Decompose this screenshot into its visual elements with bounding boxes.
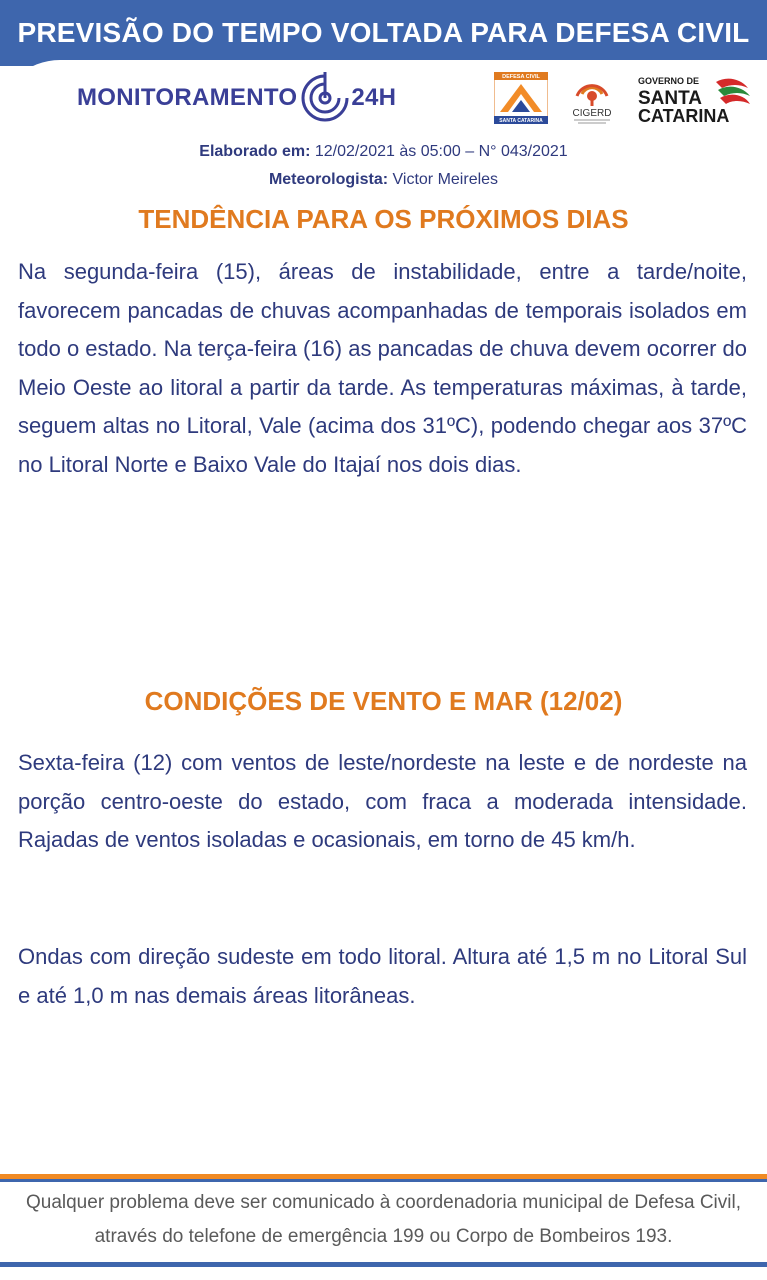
footer-line-2: através do telefone de emergência 199 ou Corpo de Bombeiros 193. [94,1226,673,1247]
elaborado-value: 12/02/2021 às 05:00 – N° 043/2021 [310,143,568,160]
monitor-logo-text-right: 24H [351,84,397,111]
footer-divider-blue [0,1179,767,1182]
ondas-paragraph: Ondas com direção sudeste em todo litoral. Altura até 1,5 m no Litoral Sul e até 1,0 m nas demais áreas litorâneas. [18,944,747,1008]
meteorologista-value: Victor Meireles [388,171,499,188]
svg-text:CIGERD: CIGERD [572,108,612,119]
radar-icon [301,70,349,126]
cigerd-logo [564,72,620,126]
defesa-civil-logo [494,72,548,124]
footer-bottom-bar [0,1262,767,1267]
governo-santa-catarina-logo [636,74,752,124]
svg-text:CATARINA: CATARINA [638,106,730,124]
elaborado-label: Elaborado em: [199,143,311,160]
tendencia-paragraph: Na segunda-feira (15), áreas de instabilidade, entre a tarde/noite, favorecem pancadas de chuvas acompanhadas de temporais isolados em todo o estado. Na terça-feira (16) as pancadas de chuva devem ocorrer do Meio Oeste ao litoral a partir da tarde. As temperaturas máximas, à tarde, seguem altas no Litoral, Vale (acima dos 31ºC), podendo chegar aos 37ºC no Litoral Norte e Baixo Vale do Itajaí nos dois dias. [18,259,747,477]
section-title-tendencia: TENDÊNCIA PARA OS PRÓXIMOS DIAS [138,204,629,234]
section-title-vento-mar: CONDIÇÕES DE VENTO E MAR (12/02) [144,686,623,716]
page-title: PREVISÃO DO TEMPO VOLTADA PARA DEFESA CIVIL [17,17,750,48]
elaborado-line [0,143,767,161]
svg-text:GOVERNO DE: GOVERNO DE [638,76,700,86]
footer-notice [0,1186,767,1254]
svg-text:DEFESA CIVIL: DEFESA CIVIL [502,74,540,81]
footer-line-1: Qualquer problema deve ser comunicado à coordenadoria municipal de Defesa Civil, [25,1192,741,1213]
monitoramento-24h-logo [77,70,396,126]
vento-paragraph: Sexta-feira (12) com ventos de leste/nordeste na leste e de nordeste na porção centro-oeste do estado, com fraca a moderada intensidade. Rajadas de ventos isoladas e ocasionais, em torno de 45 km/h. [18,750,747,852]
svg-text:SANTA CATARINA: SANTA CATARINA [499,118,543,124]
monitor-logo-text-left: MONITORAMENTO [77,84,298,111]
svg-text:SANTA: SANTA [638,88,703,109]
meteorologista-label: Meteorologista: [268,171,389,188]
meteorologista-line [0,171,767,189]
